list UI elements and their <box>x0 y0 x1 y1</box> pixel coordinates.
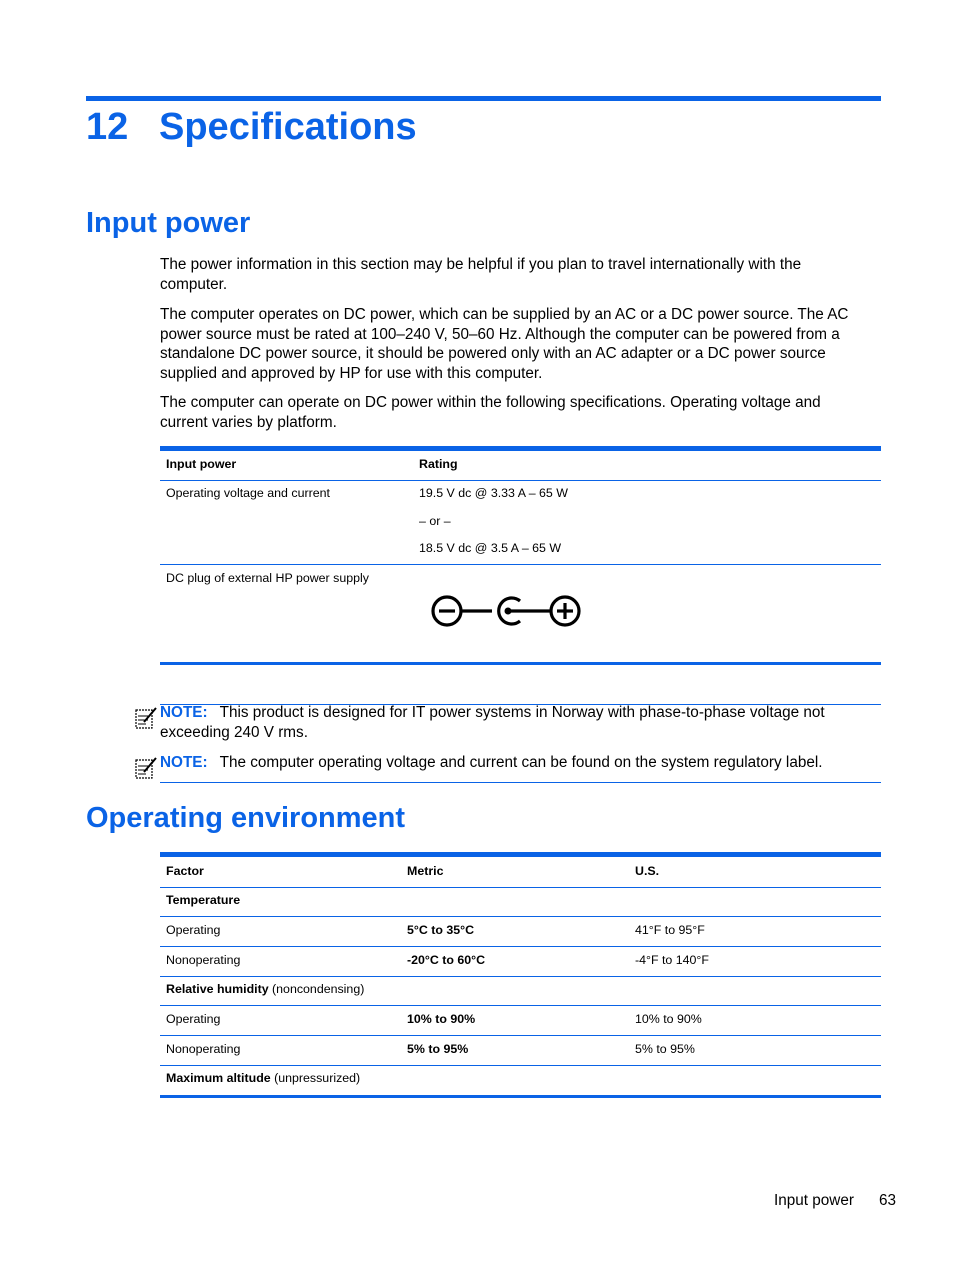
paragraph-1: The power information in this section may be helpful if you plan to travel internationally with the computer. <box>160 256 802 293</box>
note-label: NOTE: <box>160 704 208 721</box>
table-divider <box>160 916 881 917</box>
notes-bottom-rule <box>160 782 881 783</box>
paragraph-2: The computer operates on DC power, which can be supplied by an AC or a DC power source. The AC power source must be rated at 100–240 V, 50–60 Hz. Although the computer can be powered from a standalone DC power source, it should be powered only with an AC adapter or a DC power source supplied and approved by HP for use with this computer. <box>160 306 849 382</box>
table-header-rating: Rating <box>419 457 458 471</box>
humidity-nonoperating-metric: 5% to 95% <box>407 1042 469 1056</box>
table-divider <box>160 1065 881 1066</box>
group-title-temperature: Temperature <box>166 893 241 907</box>
section-heading-input-power: Input power <box>86 207 251 239</box>
temp-operating-us: 41°F to 95°F <box>635 923 705 937</box>
footer-page-number: 63 <box>879 1192 897 1209</box>
table-divider <box>160 976 881 977</box>
table-top-rule <box>160 446 881 451</box>
paragraph-3: The computer can operate on DC power within the following specifications. Operating voltage and current varies by platform. <box>160 394 821 431</box>
table-divider <box>160 946 881 947</box>
note-text: The computer operating voltage and current can be found on the system regulatory label. <box>219 754 823 771</box>
table-divider <box>160 480 881 481</box>
chapter-title-text: Specifications <box>159 106 417 148</box>
temp-operating-metric: 5°C to 35°C <box>407 923 475 937</box>
rating-value-2: 18.5 V dc @ 3.5 A – 65 W <box>419 541 562 555</box>
table-divider <box>160 564 881 565</box>
table-divider <box>160 887 881 888</box>
table-header-input-power: Input power <box>166 457 237 471</box>
humidity-qualifier: (noncondensing) <box>268 982 365 996</box>
group-title-altitude <box>166 1071 360 1086</box>
chapter-title <box>86 106 417 149</box>
humidity-nonoperating-us: 5% to 95% <box>635 1042 695 1056</box>
humidity-nonoperating-label: Nonoperating <box>166 1042 241 1056</box>
temp-operating-label: Operating <box>166 923 221 937</box>
note-norway <box>160 703 870 742</box>
temp-nonoperating-label: Nonoperating <box>166 953 241 967</box>
altitude-qualifier: (unpressurized) <box>270 1071 361 1085</box>
rating-value-1: 19.5 V dc @ 3.33 A – 65 W <box>419 486 568 500</box>
row-label-voltage-current: Operating voltage and current <box>166 486 330 500</box>
table-header-factor: Factor <box>166 864 204 878</box>
note-label: NOTE: <box>160 754 208 771</box>
note-regulatory-label <box>160 753 870 773</box>
footer-section-name: Input power <box>774 1192 854 1209</box>
chapter-number: 12 <box>86 106 129 148</box>
table-header-us: U.S. <box>635 864 660 878</box>
humidity-operating-label: Operating <box>166 1012 221 1026</box>
humidity-operating-metric: 10% to 90% <box>407 1012 476 1026</box>
note-icon <box>134 706 158 730</box>
note-icon <box>134 756 158 780</box>
temp-nonoperating-us: -4°F to 140°F <box>635 953 709 967</box>
note-text: This product is designed for IT power systems in Norway with phase-to-phase voltage not exceeding 240 V rms. <box>160 704 825 741</box>
temp-nonoperating-metric: -20°C to 60°C <box>407 953 486 967</box>
input-power-table <box>160 446 881 668</box>
table-top-rule <box>160 852 881 857</box>
table-header-metric: Metric <box>407 864 444 878</box>
altitude-title: Maximum altitude <box>166 1071 271 1085</box>
table-divider <box>160 1035 881 1036</box>
table-divider <box>160 1005 881 1006</box>
table-bottom-rule <box>160 662 881 665</box>
group-title-humidity <box>166 982 364 997</box>
table-bottom-rule <box>160 1095 881 1098</box>
chapter-rule <box>86 96 881 101</box>
rating-separator: – or – <box>419 514 451 528</box>
operating-environment-table <box>160 852 881 1100</box>
section-heading-operating-environment: Operating environment <box>86 802 406 834</box>
row-label-dc-plug: DC plug of external HP power supply <box>166 571 369 585</box>
humidity-operating-us: 10% to 90% <box>635 1012 702 1026</box>
dc-plug-polarity-icon <box>430 592 584 630</box>
humidity-title: Relative humidity <box>166 982 269 996</box>
